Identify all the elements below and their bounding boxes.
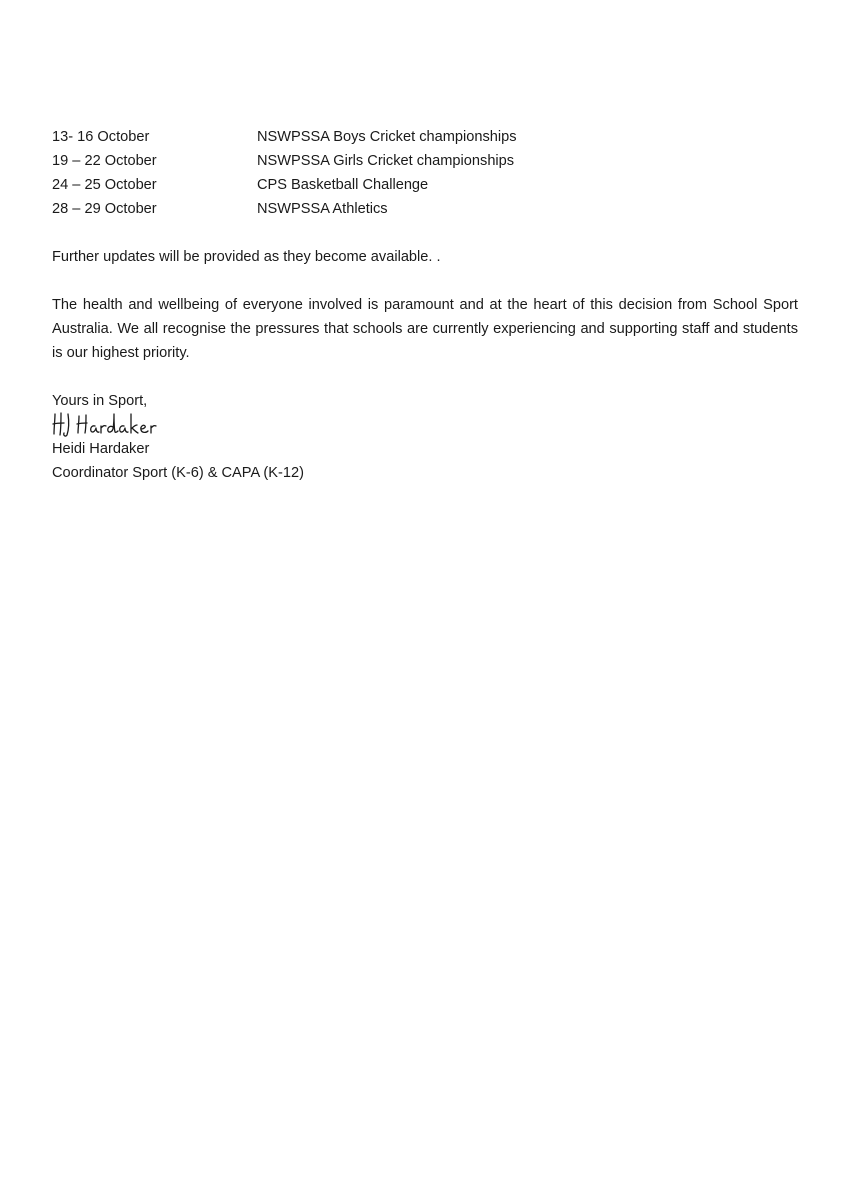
schedule-row <box>52 197 798 221</box>
schedule-event: NSWPSSA Boys Cricket championships <box>257 129 517 145</box>
closing-salutation: Yours in Sport, <box>52 393 148 409</box>
schedule-event: NSWPSSA Girls Cricket championships <box>257 153 515 169</box>
handwritten-signature <box>52 411 798 437</box>
schedule-dates: 24 – 25 October <box>52 177 157 193</box>
schedule-row <box>52 125 798 149</box>
schedule-row <box>52 149 798 173</box>
schedule-dates: 19 – 22 October <box>52 153 157 169</box>
schedule-event: NSWPSSA Athletics <box>257 201 388 217</box>
health-paragraph: The health and wellbeing of everyone involved is paramount and at the heart of this decision from School Sport Australia. We all recognise the pressures that schools are currently experiencing and supporting staff and students is our highest priority. <box>52 297 798 361</box>
letter-page <box>52 125 798 485</box>
event-schedule <box>52 125 798 221</box>
schedule-row <box>52 173 798 197</box>
signer-title: Coordinator Sport (K-6) & CAPA (K-12) <box>52 465 304 481</box>
schedule-dates: 13- 16 October <box>52 129 150 145</box>
schedule-dates: 28 – 29 October <box>52 201 157 217</box>
schedule-event: CPS Basketball Challenge <box>257 177 429 193</box>
signer-name: Heidi Hardaker <box>52 441 150 457</box>
updates-note: Further updates will be provided as they become available. . <box>52 249 441 265</box>
